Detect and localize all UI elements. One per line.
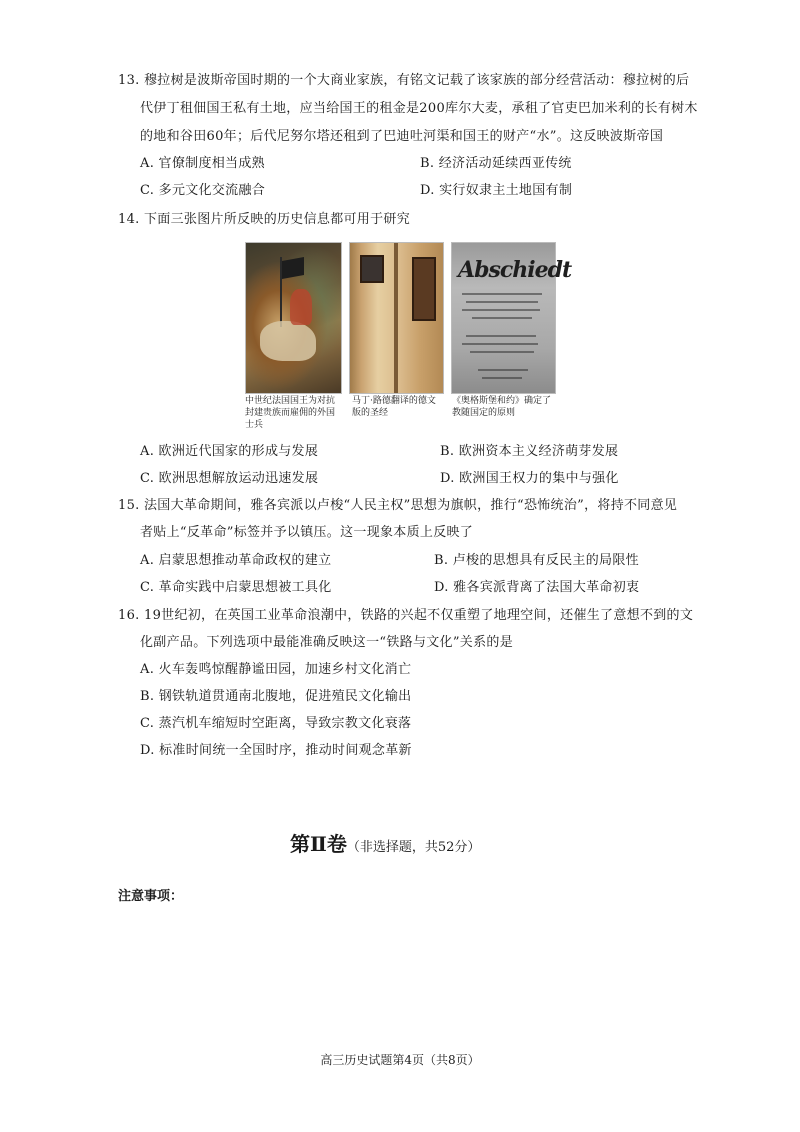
section-2-heading — [290, 832, 480, 860]
q16-option-a: A. 火车轰鸣惊醒静谧田园，加速乡村文化消亡 — [140, 662, 412, 677]
figure-2-caption: 马丁·路德翻译的德文版的圣经 — [352, 396, 436, 418]
augsburg-treaty-document-image — [451, 242, 572, 394]
q15-option-b: B. 卢梭的思想具有反民主的局限性 — [434, 553, 639, 568]
q13-option-c: C. 多元文化交流融合 — [140, 183, 266, 198]
q16-line-2: 化副产品。下列选项中最能准确反映这一“铁路与文化”关系的是 — [140, 635, 513, 650]
q14-option-d: D. 欧洲国王权力的集中与强化 — [440, 471, 619, 486]
luther-bible-image — [349, 242, 444, 394]
section-2-title: 第Ⅱ卷 — [290, 832, 347, 856]
notes-heading: 注意事项： — [118, 889, 184, 904]
q15-option-c: C. 革命实践中启蒙思想被工具化 — [140, 580, 332, 595]
q15-option-a: A. 启蒙思想推动革命政权的建立 — [140, 553, 332, 568]
q13-line-1: 13. 穆拉树是波斯帝国时期的一个大商业家族，有铭文记载了该家族的部分经营活动：穆拉树的后 — [118, 73, 690, 88]
q14-option-b: B. 欧洲资本主义经济萌芽发展 — [440, 444, 619, 459]
figure-3-caption: 《奥格斯堡和约》确定了教随国定的原则 — [452, 396, 552, 418]
page-footer: 高三历史试题第4页（共8页） — [320, 1053, 480, 1067]
q16-option-c: C. 蒸汽机车缩短时空距离，导致宗教文化衰落 — [140, 716, 412, 731]
q13-option-d: D. 实行奴隶主土地国有制 — [420, 183, 573, 198]
q15-line-1: 15. 法国大革命期间，雅各宾派以卢梭“人民主权”思想为旗帜，推行“恐怖统治”，将持不同意见 — [118, 498, 678, 513]
q13-line-2: 代伊丁租佃国王私有土地，应当给国王的租金是200库尔大麦，承租了官吏巴加米利的长有树木 — [140, 101, 698, 116]
q13-line-3: 的地和谷田60年；后代尼努尔塔还租到了巴迪吐河渠和国王的财产“水”。这反映波斯帝国 — [140, 129, 664, 144]
q16-option-b: B. 钢铁轨道贯通南北腹地，促进殖民文化输出 — [140, 689, 412, 704]
q15-line-2: 者贴上“反革命”标签并予以镇压。这一现象本质上反映了 — [140, 525, 474, 540]
q14-stem: 14. 下面三张图片所反映的历史信息都可用于研究 — [118, 212, 411, 227]
q16-option-d: D. 标准时间统一全国时序，推动时间观念革新 — [140, 743, 412, 758]
section-2-subtitle: （非选择题，共52分） — [346, 840, 481, 855]
q16-line-1: 16. 19世纪初，在英国工业革命浪潮中，铁路的兴起不仅重塑了地理空间，还催生了意想不到的文 — [118, 608, 694, 623]
q14-option-c: C. 欧洲思想解放运动迅速发展 — [140, 471, 319, 486]
knight-battle-painting — [245, 242, 342, 394]
q15-option-d: D. 雅各宾派背离了法国大革命初衷 — [434, 580, 640, 595]
q13-option-a: A. 官僚制度相当成熟 — [140, 156, 265, 171]
figure-1-caption: 中世纪法国国王为对抗封建贵族而雇佣的外国士兵 — [245, 396, 336, 430]
treaty-title-text: Abschiedt — [458, 257, 572, 283]
q13-option-b: B. 经济活动延续西亚传统 — [420, 156, 572, 171]
q14-option-a: A. 欧洲近代国家的形成与发展 — [140, 444, 319, 459]
